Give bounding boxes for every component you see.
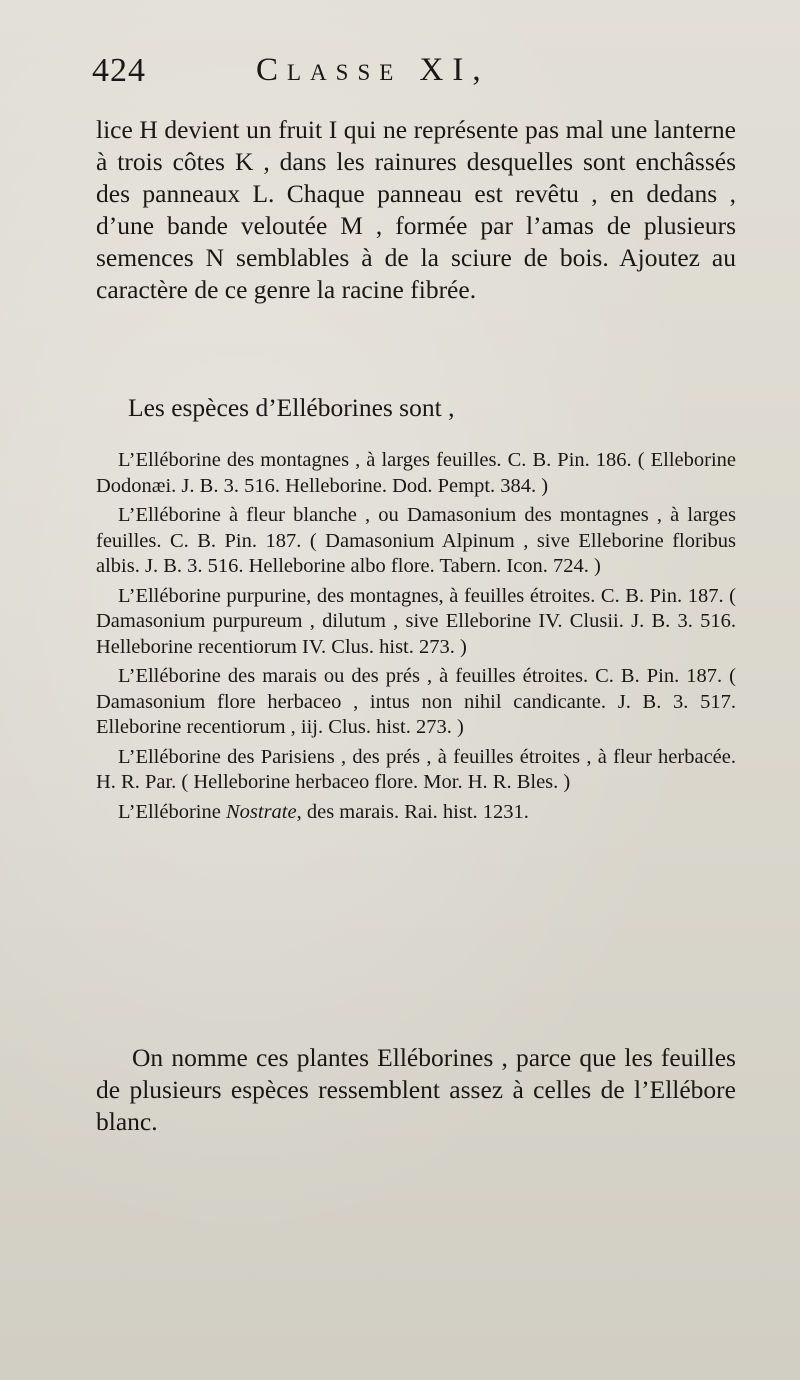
species-entry: L’Elléborine des Parisiens , des prés , à feuilles étroites , à fleur herbacée. H. R. Par. ( Helleborine herbaceo flore. Mor. H. R. Bles. ) (96, 745, 736, 793)
species-entry: L’Elléborine des marais ou des prés , à feuilles étroites. C. B. Pin. 187. ( Damasonium flore herbaceo , intus non nihil candicante. J. B. 3. 517. Elleborine recentiorum , iij. Clus. hist. 273. ) (96, 665, 736, 738)
show-through-texture (260, 1140, 780, 1300)
species-prefix: L’Elléborine (118, 800, 226, 823)
paragraph-text: On nomme ces plantes Elléborines , parce que les feuilles de plusieurs espèces ressemblent assez à celles de l’Ellébore blanc. (96, 1043, 736, 1136)
page-number: 424 (92, 52, 146, 89)
species-list (96, 448, 736, 829)
continued-paragraph (96, 114, 736, 306)
species-suffix: , des marais. Rai. hist. 1231. (296, 800, 529, 823)
running-head: Classe XI, (256, 52, 490, 88)
section-heading: Les espèces d’Elléborines sont , (128, 393, 455, 422)
paragraph-text: lice H devient un fruit I qui ne représente pas mal une lanterne à trois côtes K , dans les rainures desquelles sont enchâssés des panneaux L. Chaque panneau est revêtu , en dedans , d’une bande veloutée M , formée par l’amas de plusieurs semences N semblables à de la sciure de bois. Ajoutez au caractère de ce genre la racine fibrée. (96, 115, 736, 304)
species-italic-name: Nostrate (225, 800, 297, 823)
page-header (92, 52, 732, 102)
closing-paragraph (96, 1042, 736, 1138)
species-entry: L’Elléborine à fleur blanche , ou Damasonium des montagnes , à larges feuilles. C. B. Pin. 187. ( Damasonium Alpinum , sive Elleborine floribus albis. J. B. 3. 516. Helleborine albo flore. Tabern. Icon. 724. ) (96, 504, 736, 577)
species-entry: L’Elléborine des montagnes , à larges feuilles. C. B. Pin. 186. ( Elleborine Dodonæi. J. B. 3. 516. Helleborine. Dod. Pempt. 384. ) (96, 449, 736, 497)
species-entry: L’Elléborine purpurine, des montagnes, à feuilles étroites. C. B. Pin. 187. ( Damasonium purpureum , dilutum , sive Elleborine IV. Clusii. J. B. 3. 516. Helleborine recentiorum IV. Clus. hist. 273. ) (96, 584, 736, 658)
species-entry-last (96, 800, 736, 826)
